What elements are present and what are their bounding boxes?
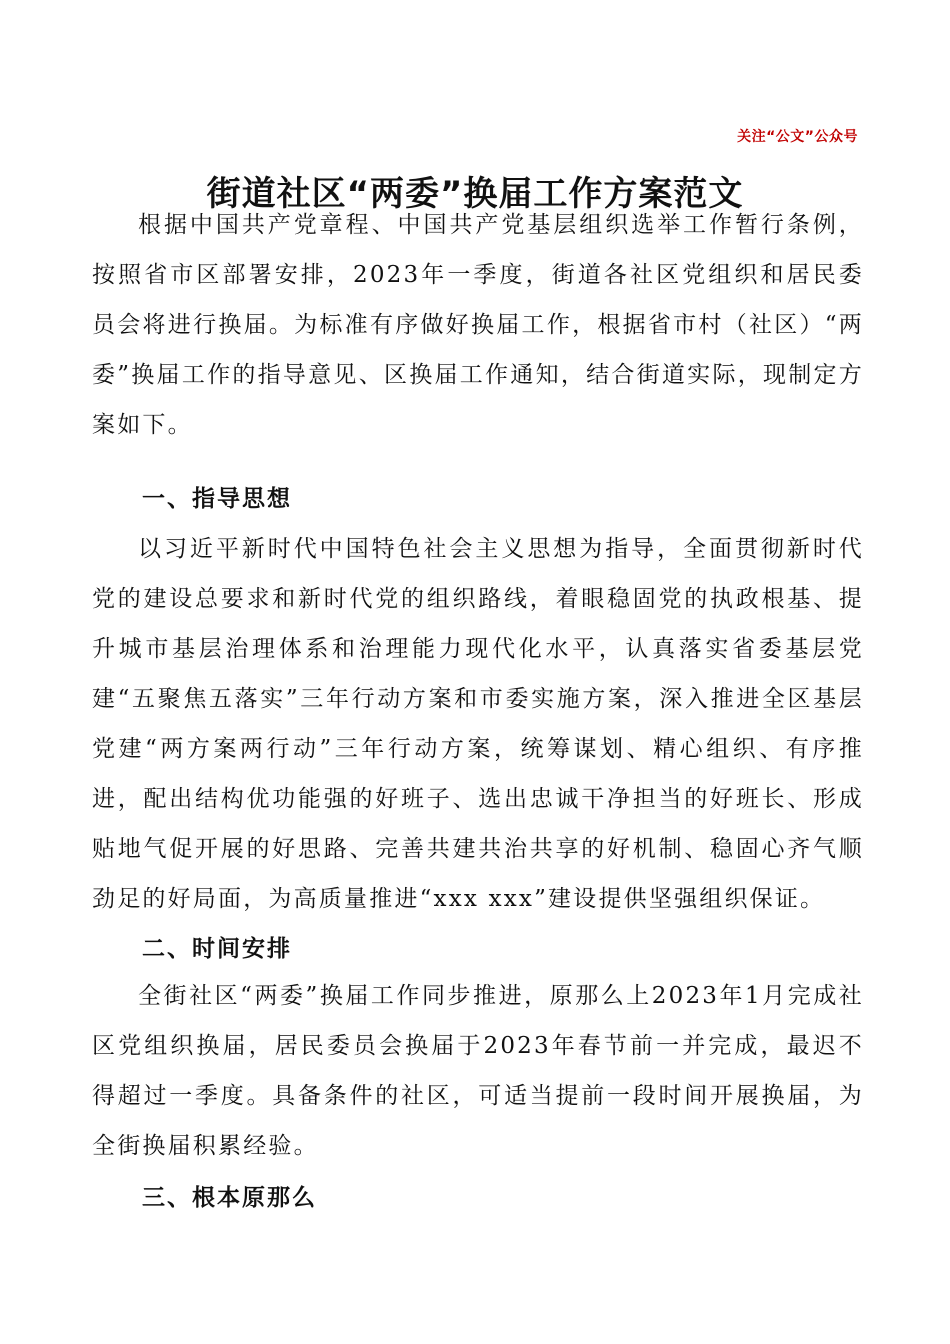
document-title: 街道社区“两委”换届工作方案范文 (206, 174, 744, 214)
intro-paragraph: 根据中国共产党章程、中国共产党基层组织选举工作暂行条例，按照省市区部署安排，2023年一季度，街道各社区党组织和居民委员会将进行换届。为标准有序做好换届工作，根据省市村（社区）“两委”换届工作的指导意见、区换届工作通知，结合街道实际，现制定方案如下。 (92, 212, 864, 438)
section-paragraph-guiding-ideology: 以习近平新时代中国特色社会主义思想为指导，全面贯彻新时代党的建设总要求和新时代党的组织路线，着眼稳固党的执政根基、提升城市基层治理体系和治理能力现代化水平，认真落实省委基层党建“五聚焦五落实”三年行动方案和市委实施方案，深入推进全区基层党建“两方案两行动”三年行动方案，统筹谋划、精心组织、有序推进，配出结构优功能强的好班子、选出忠诚干净担当的好班长、形成贴地气促开展的好思路、完善共建共治共享的好机制、稳固心齐气顺劲足的好局面，为高质量推进“xxx xxx”建设提供坚强组织保证。 (92, 536, 864, 912)
section-heading-guiding-ideology: 一、指导思想 (142, 486, 292, 512)
section-heading-principles: 三、根本原那么 (142, 1185, 317, 1211)
header-note: 关注“公文”公众号 (737, 129, 858, 145)
section-paragraph-schedule: 全街社区“两委”换届工作同步推进，原那么上2023年1月完成社区党组织换届，居民委员会换届于2023年春节前一并完成，最迟不得超过一季度。具备条件的社区，可适当提前一段时间开展换届，为全街换届积累经验。 (92, 983, 864, 1159)
section-heading-schedule: 二、时间安排 (142, 936, 292, 962)
